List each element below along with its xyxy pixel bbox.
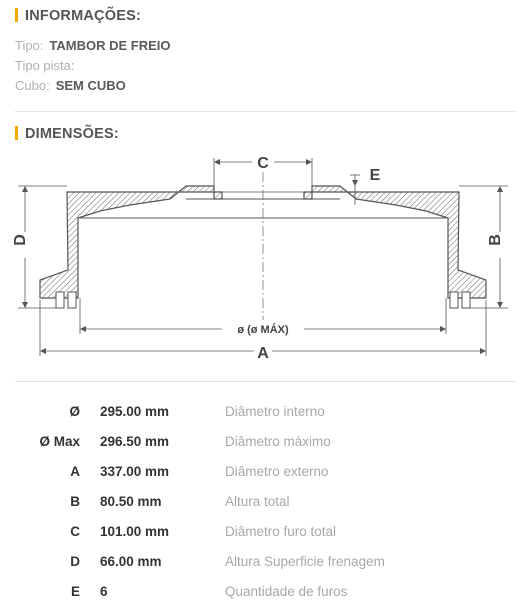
dimension-row	[0, 404, 532, 424]
dimension-key: Ø Max	[39, 434, 80, 449]
dimension-desc: Diâmetro interno	[225, 404, 325, 419]
dimension-desc: Altura total	[225, 494, 290, 509]
dimension-row	[0, 464, 532, 484]
accent-bar	[15, 126, 18, 140]
label-a: A	[257, 345, 269, 362]
dim-b-arrow-top	[497, 186, 503, 192]
drum-section-right	[304, 186, 486, 298]
dimension-row	[0, 494, 532, 514]
drum-section-left	[40, 186, 222, 298]
dimension-value: 295.00 mm	[100, 404, 170, 419]
dimension-row	[0, 554, 532, 574]
dim-b-arrow-bottom	[497, 302, 503, 308]
dim-d-arrow-bottom	[22, 302, 28, 308]
dim-max-arrow-right	[440, 326, 446, 332]
brake-drum-diagram	[0, 150, 532, 370]
label-d: D	[12, 234, 29, 246]
dimension-desc: Diâmetro furo total	[225, 524, 337, 539]
dim-e-arrow	[352, 180, 358, 186]
dimension-value: 80.50 mm	[100, 494, 162, 509]
dimension-desc: Altura Superficie frenagem	[225, 554, 385, 569]
dimension-value: 101.00 mm	[100, 524, 170, 539]
foot-right-1	[450, 292, 458, 308]
dim-a-arrow-left	[40, 348, 46, 354]
foot-right-2	[462, 292, 470, 308]
dim-max-arrow-left	[80, 326, 86, 332]
dimension-key: A	[70, 464, 80, 479]
dim-a-arrow-right	[480, 348, 486, 354]
info-title-text: INFORMAÇÕES:	[25, 8, 141, 24]
info-value: SEM CUBO	[55, 78, 126, 93]
label-max: ø (ø MÁX)	[237, 324, 289, 336]
label-c: C	[257, 155, 269, 172]
dimension-key: B	[70, 494, 80, 509]
dimensions-section-title	[15, 126, 119, 142]
dimension-value: 296.50 mm	[100, 434, 170, 449]
dimension-row	[0, 524, 532, 544]
info-label: Tipo:	[15, 38, 44, 53]
dimension-key: C	[70, 524, 80, 539]
dimension-key: Ø	[69, 404, 80, 419]
foot-left-2	[68, 292, 76, 308]
info-label: Tipo pista:	[15, 58, 75, 73]
dimension-desc: Quantidade de furos	[225, 584, 348, 599]
divider	[15, 381, 515, 382]
dimensions-title-text: DIMENSÕES:	[25, 126, 119, 142]
label-e: E	[369, 167, 381, 184]
label-b: B	[487, 234, 504, 246]
info-row-tipo-pista	[15, 58, 81, 73]
info-section-title	[15, 8, 141, 24]
dim-d-arrow-top	[22, 186, 28, 192]
info-label: Cubo:	[15, 78, 50, 93]
dim-c-arrow-left	[214, 159, 220, 165]
dimension-key: D	[70, 554, 80, 569]
accent-bar	[15, 8, 18, 22]
dimension-desc: Diâmetro máximo	[225, 434, 331, 449]
dimension-value: 66.00 mm	[100, 554, 162, 569]
dimension-value: 6	[100, 584, 108, 599]
info-row-cubo	[15, 78, 126, 93]
dimension-desc: Diâmetro externo	[225, 464, 329, 479]
dim-c-arrow-right	[306, 159, 312, 165]
foot-left-1	[56, 292, 64, 308]
dimension-key: E	[70, 584, 80, 599]
dimension-row	[0, 584, 532, 604]
divider	[15, 111, 515, 112]
info-row-tipo	[15, 38, 171, 53]
dimension-value: 337.00 mm	[100, 464, 170, 479]
info-value: TAMBOR DE FREIO	[49, 38, 171, 53]
dimension-row	[0, 434, 532, 454]
